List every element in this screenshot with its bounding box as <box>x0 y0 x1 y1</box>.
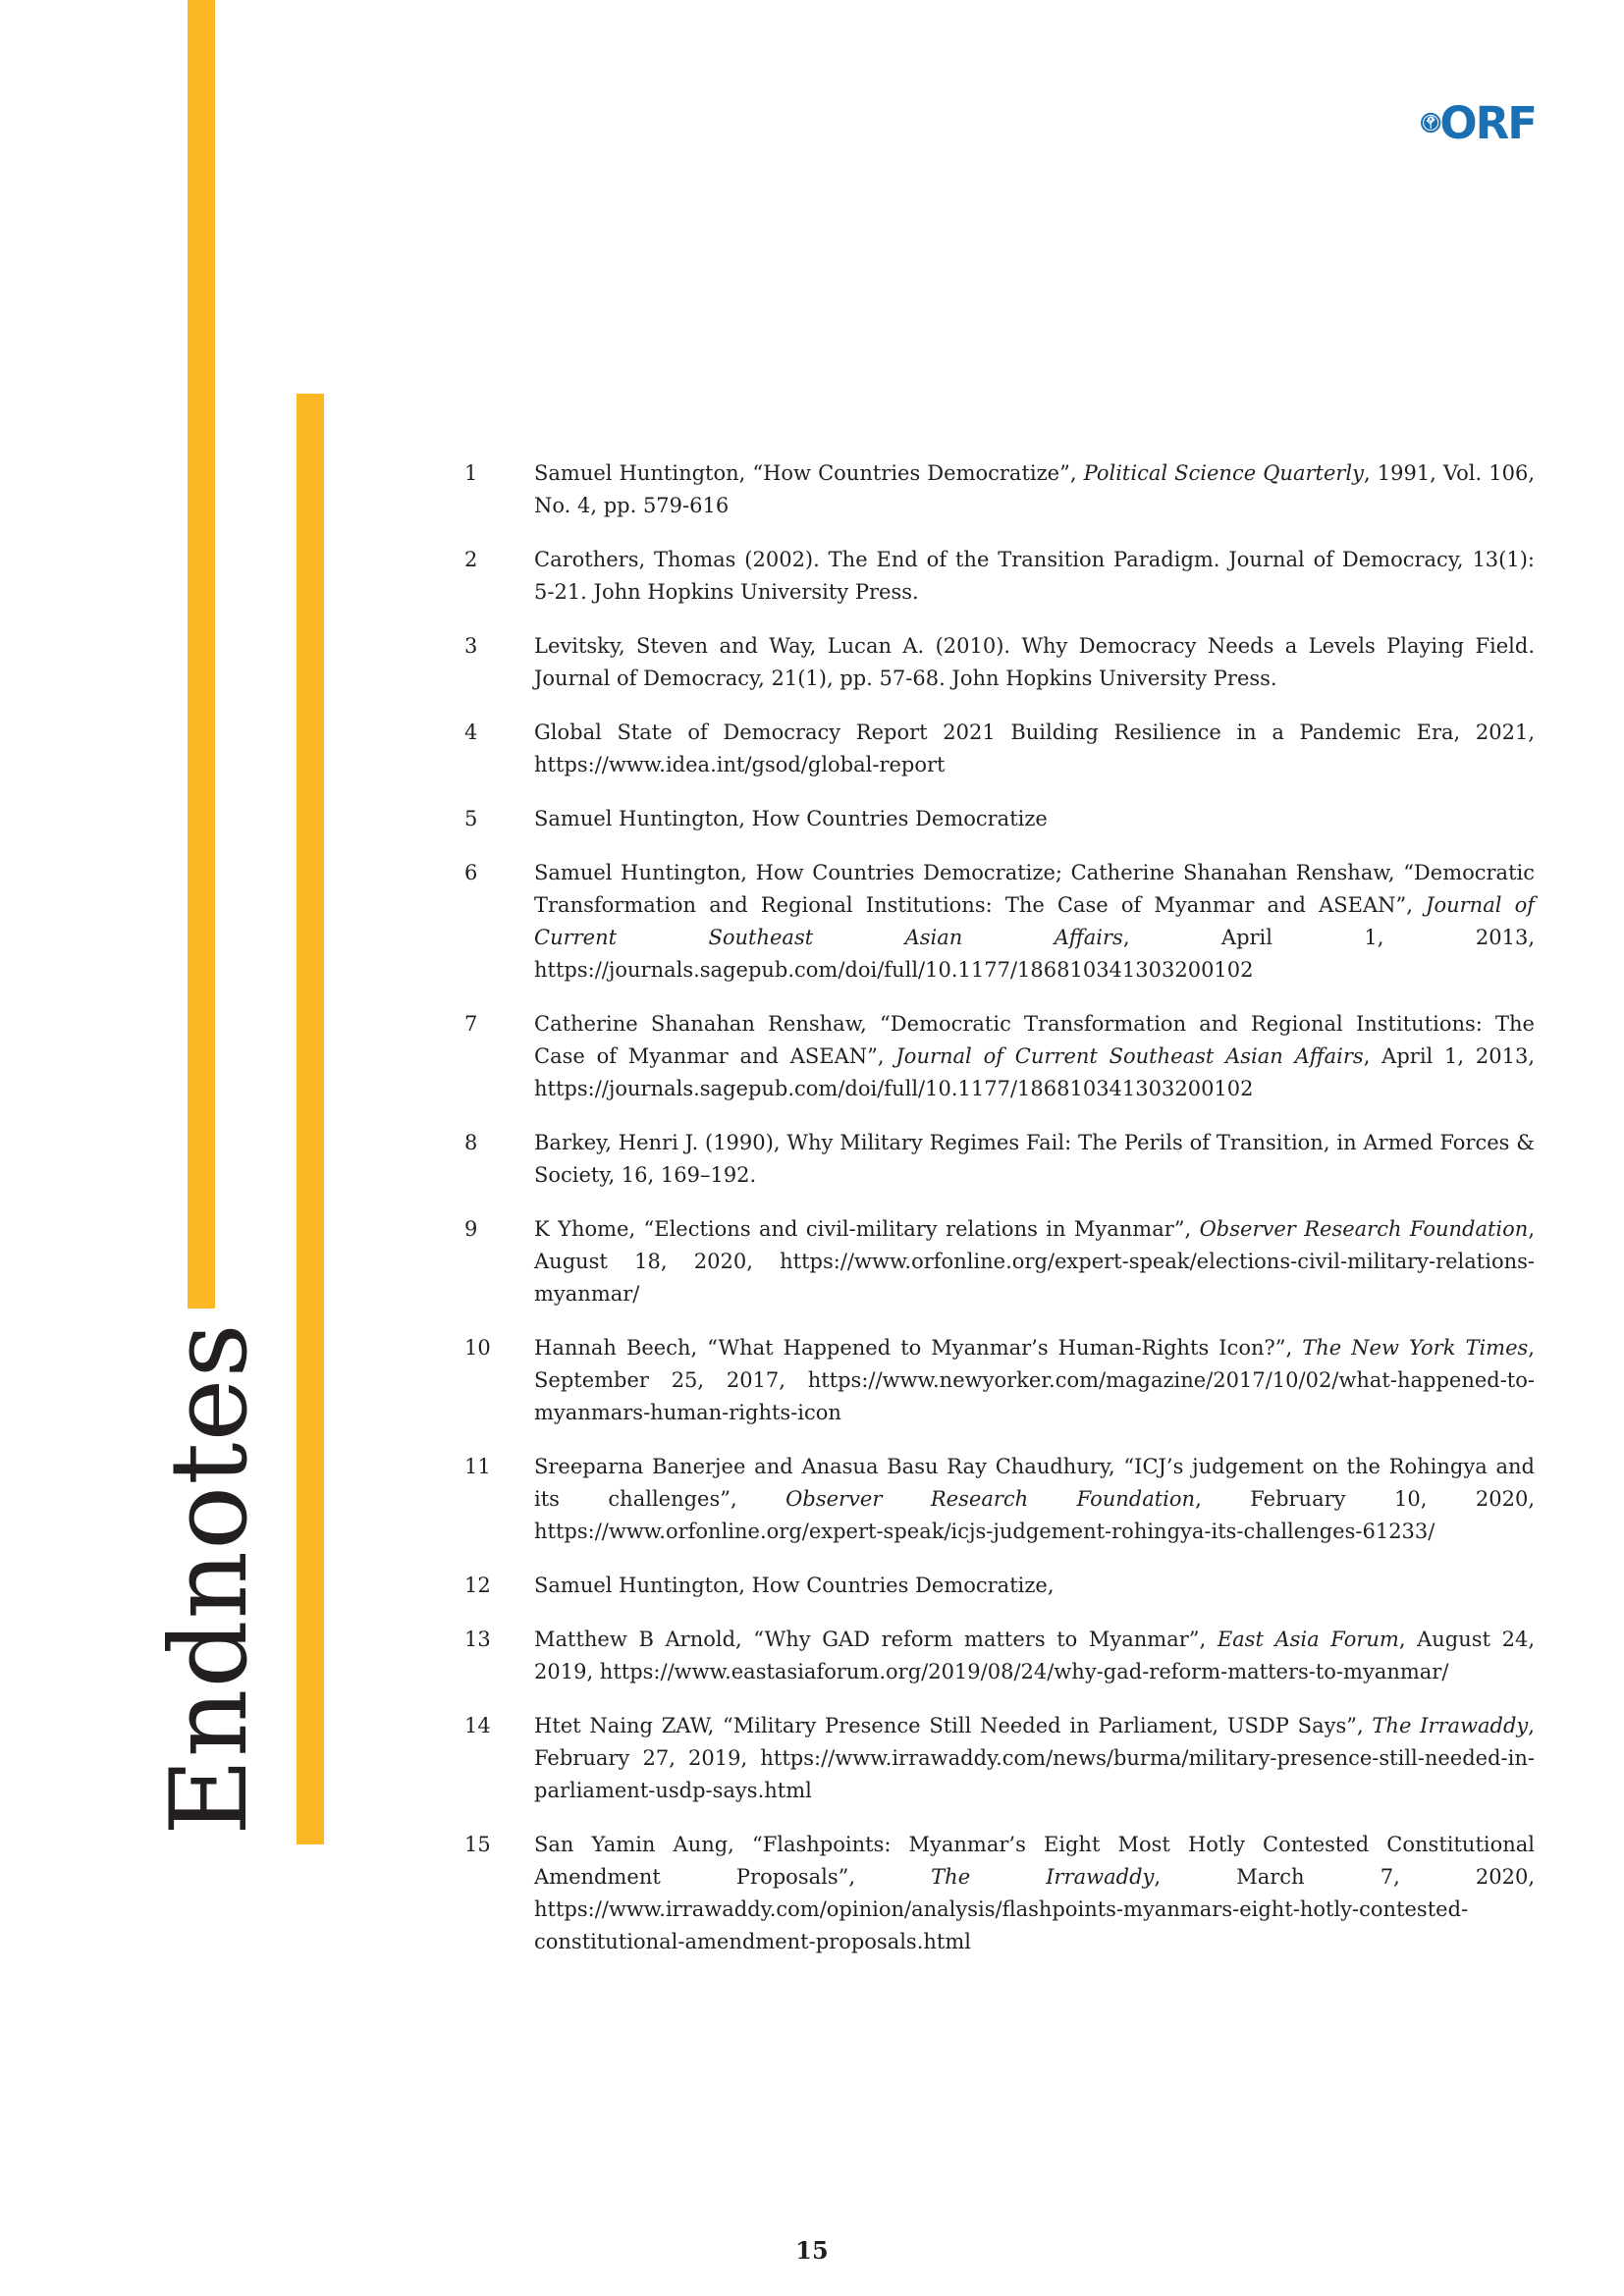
page-number: 15 <box>795 2236 829 2265</box>
endnote-text-run: , April 1, 2013, https://journals.sagepub.com/doi/full/10.1177/186810341303200102 <box>534 1044 1535 1100</box>
accent-bar-side <box>297 394 324 1844</box>
endnote-number: 10 <box>464 1336 491 1360</box>
endnote-text-run: Hannah Beech, “What Happened to Myanmar’s Human-Rights Icon?”, <box>534 1336 1303 1360</box>
accent-bar-top <box>188 0 215 1308</box>
endnote-number: 2 <box>464 548 478 571</box>
endnote-item <box>464 717 1535 781</box>
globe-tree-icon <box>1420 101 1441 144</box>
endnote-text-run: , April 1, 2013, https://journals.sagepub.com/doi/full/10.1177/186810341303200102 <box>534 926 1535 982</box>
endnote-publication-title: Journal of Current Southeast Asian Affairs <box>534 893 1535 949</box>
endnote-item <box>464 1570 1535 1602</box>
endnote-number: 7 <box>464 1012 478 1036</box>
endnote-item <box>464 1008 1535 1105</box>
endnote-text <box>534 1213 1535 1310</box>
endnote-item <box>464 1624 1535 1688</box>
endnote-text <box>534 457 1535 522</box>
orf-logo <box>1420 95 1536 150</box>
endnote-number: 12 <box>464 1574 491 1597</box>
endnote-number: 13 <box>464 1628 491 1651</box>
endnote-text-run: Carothers, Thomas (2002). The End of the Transition Paradigm. Journal of Democracy, 13(1): 5-21. John Hopkins University Press. <box>534 548 1535 604</box>
endnote-publication-title: The New York Times <box>1302 1336 1529 1360</box>
endnote-text-run: Global State of Democracy Report 2021 Building Resilience in a Pandemic Era, 2021, https://www.idea.int/gsod/global-report <box>534 721 1535 776</box>
endnote-text <box>534 717 1535 781</box>
endnote-text-run: Levitsky, Steven and Way, Lucan A. (2010). Why Democracy Needs a Levels Playing Field. Journal of Democracy, 21(1), pp. 57-68. John Hopkins University Press. <box>534 634 1535 690</box>
endnote-number: 11 <box>464 1455 491 1478</box>
endnote-text-run: , August 24, 2019, https://www.eastasiaforum.org/2019/08/24/why-gad-reform-matters-to-myanmar/ <box>534 1628 1535 1683</box>
endnote-text <box>534 1570 1535 1602</box>
logo-wordmark: ORF <box>1439 96 1536 149</box>
endnote-text-run: Samuel Huntington, How Countries Democratize; Catherine Shanahan Renshaw, “Democratic Transformation and Regional Institutions: The Case of Myanmar and ASEAN”, <box>534 861 1535 917</box>
endnote-item <box>464 803 1535 835</box>
endnote-text-run: , September 25, 2017, https://www.newyorker.com/magazine/2017/10/02/what-happened-to-myanmars-human-rights-icon <box>534 1336 1535 1424</box>
endnote-item <box>464 544 1535 609</box>
section-title: Endnotes <box>148 1322 271 1836</box>
endnote-item <box>464 1127 1535 1192</box>
endnote-text <box>534 857 1535 987</box>
endnote-number: 5 <box>464 807 478 830</box>
endnote-number: 6 <box>464 861 478 884</box>
endnote-publication-title: East Asia Forum <box>1217 1628 1399 1651</box>
endnote-text <box>534 1829 1535 1958</box>
endnote-text-run: , August 18, 2020, https://www.orfonline.org/expert-speak/elections-civil-military-relations-myanmar/ <box>534 1217 1535 1306</box>
endnote-text-run: Samuel Huntington, “How Countries Democratize”, <box>534 461 1084 485</box>
endnote-text-run: Samuel Huntington, How Countries Democratize, <box>534 1574 1055 1597</box>
endnote-item <box>464 1332 1535 1429</box>
endnote-text <box>534 1332 1535 1429</box>
endnote-text <box>534 1127 1535 1192</box>
endnote-item <box>464 1710 1535 1807</box>
endnotes-list <box>464 457 1535 1980</box>
endnote-number: 14 <box>464 1714 491 1737</box>
endnote-number: 3 <box>464 634 478 658</box>
endnote-text-run: K Yhome, “Elections and civil-military relations in Myanmar”, <box>534 1217 1200 1241</box>
endnote-publication-title: Journal of Current Southeast Asian Affairs <box>895 1044 1364 1068</box>
endnote-text-run: Samuel Huntington, How Countries Democratize <box>534 807 1048 830</box>
endnote-item <box>464 630 1535 695</box>
endnote-text-run: Catherine Shanahan Renshaw, “Democratic Transformation and Regional Institutions: The Case of Myanmar and ASEAN”, <box>534 1012 1535 1068</box>
endnote-number: 8 <box>464 1131 478 1154</box>
endnote-publication-title: The Irrawaddy <box>931 1865 1155 1889</box>
endnote-item <box>464 1451 1535 1548</box>
endnote-item <box>464 1213 1535 1310</box>
endnote-text-run: , February 10, 2020, https://www.orfonline.org/expert-speak/icjs-judgement-rohingya-its-challenges-61233/ <box>534 1487 1535 1543</box>
endnote-text-run: Htet Naing ZAW, “Military Presence Still Needed in Parliament, USDP Says”, <box>534 1714 1373 1737</box>
endnote-text <box>534 1451 1535 1548</box>
endnote-text <box>534 1624 1535 1688</box>
endnote-number: 15 <box>464 1833 491 1856</box>
endnote-text <box>534 544 1535 609</box>
endnote-text-run: Sreeparna Banerjee and Anasua Basu Ray Chaudhury, “ICJ’s judgement on the Rohingya and its challenges”, <box>534 1455 1535 1511</box>
endnote-publication-title: Observer Research Foundation <box>1199 1217 1529 1241</box>
endnote-item <box>464 857 1535 987</box>
endnote-item <box>464 457 1535 522</box>
endnote-publication-title: Observer Research Foundation <box>785 1487 1196 1511</box>
endnote-text <box>534 803 1535 835</box>
endnote-text-run: , March 7, 2020, https://www.irrawaddy.com/opinion/analysis/flashpoints-myanmars-eight-hotly-contested-constitutional-amendment-proposals.html <box>534 1865 1536 1953</box>
endnote-text-run: , February 27, 2019, https://www.irrawaddy.com/news/burma/military-presence-still-needed-in-parliament-usdp-says.html <box>534 1714 1535 1802</box>
endnote-text-run: Matthew B Arnold, “Why GAD reform matters to Myanmar”, <box>534 1628 1218 1651</box>
endnote-text-run: Barkey, Henri J. (1990), Why Military Regimes Fail: The Perils of Transition, in Armed Forces & Society, 16, 169–192. <box>534 1131 1535 1187</box>
endnote-number: 4 <box>464 721 478 744</box>
endnote-number: 9 <box>464 1217 478 1241</box>
endnote-item <box>464 1829 1535 1958</box>
endnote-text <box>534 1710 1535 1807</box>
endnote-publication-title: Political Science Quarterly <box>1083 461 1364 485</box>
endnote-text <box>534 1008 1535 1105</box>
endnote-text <box>534 630 1535 695</box>
endnote-text-run: , 1991, Vol. 106, No. 4, pp. 579-616 <box>534 461 1535 517</box>
endnote-number: 1 <box>464 461 478 485</box>
endnote-publication-title: The Irrawaddy <box>1372 1714 1529 1737</box>
endnote-text-run: San Yamin Aung, “Flashpoints: Myanmar’s Eight Most Hotly Contested Constitutional Amendment Proposals”, <box>534 1833 1535 1889</box>
